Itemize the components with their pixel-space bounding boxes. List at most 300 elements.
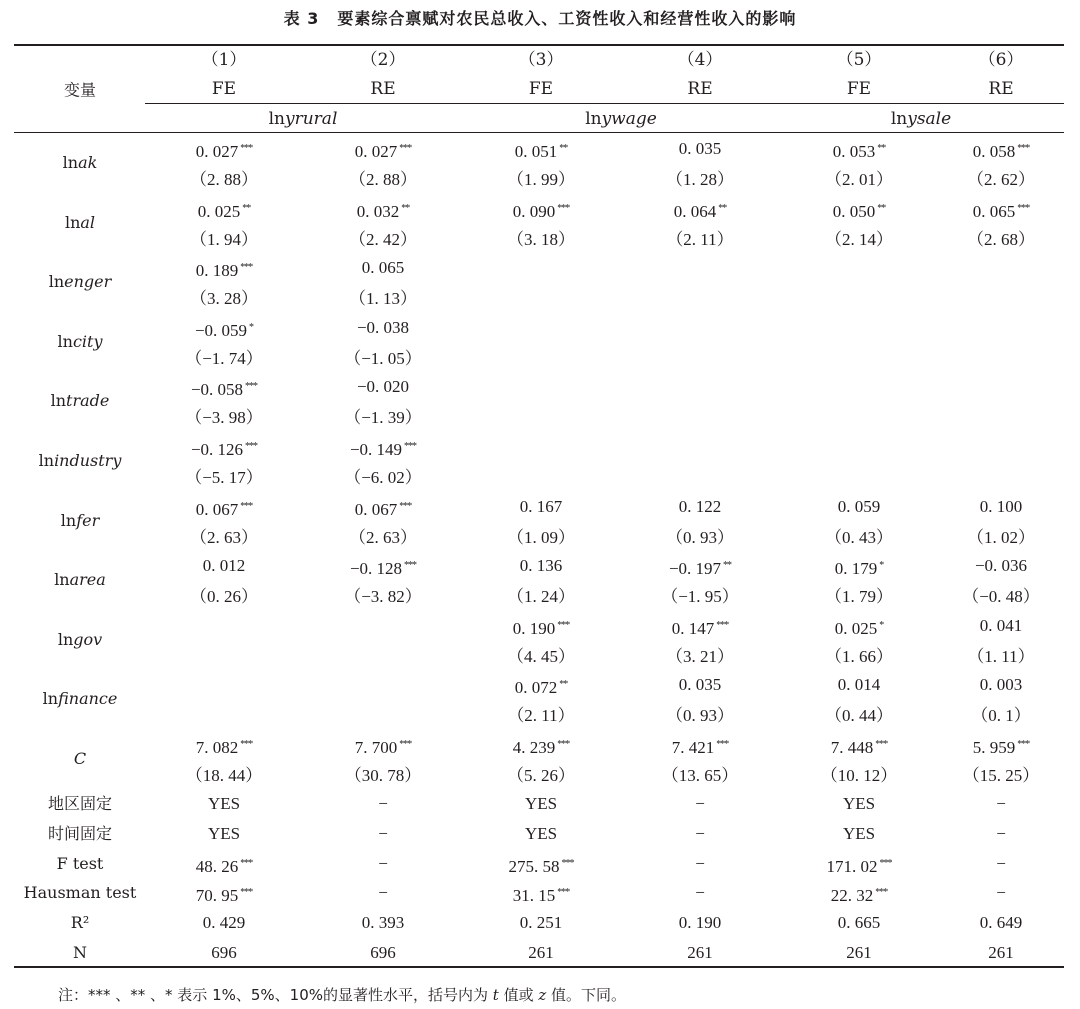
stat-cell-value: 0. 190: [678, 913, 722, 933]
coefficient-cell: [195, 318, 253, 341]
coefficient-cell: [196, 139, 253, 162]
coefficient-cell-value: 0. 065: [361, 258, 405, 278]
variable-label: [58, 630, 102, 650]
stat-cell: [846, 943, 872, 963]
significance-stars: ***: [875, 739, 888, 750]
significance-stars: ***: [404, 441, 417, 452]
stat-cell: [996, 854, 1006, 874]
t-statistic-cell: （1. 66）: [825, 646, 893, 666]
coefficient-cell-value: −0. 036: [974, 556, 1028, 576]
dependent-prefix: ln: [890, 109, 908, 129]
coefficient-cell: [191, 437, 257, 460]
stat-cell-value: YES: [842, 794, 876, 813]
stat-cell: [843, 824, 875, 844]
stat-cell-value: 261: [687, 943, 713, 962]
dependent-variable-ysale: [891, 109, 951, 129]
significance-stars: ***: [399, 143, 412, 154]
coefficient-cell-value: 0. 041: [979, 615, 1023, 635]
t-statistic-cell: （0. 43）: [825, 527, 893, 547]
significance-stars: ***: [557, 619, 570, 631]
significance-stars: ***: [404, 560, 417, 572]
significance-stars: ***: [240, 500, 253, 512]
variable-prefix: ln: [60, 510, 77, 530]
stat-cell: [843, 794, 875, 814]
coefficient-cell-value: 7. 421: [671, 738, 715, 757]
coefficient-cell-value: 0. 072: [514, 678, 558, 698]
variable-label: [61, 511, 99, 531]
significance-stars: ***: [399, 500, 412, 512]
significance-stars: **: [723, 560, 732, 572]
significance-stars: *: [249, 321, 254, 333]
coefficient-cell-value: 7. 448: [830, 738, 874, 757]
coefficient-cell-value: 0. 027: [354, 142, 398, 161]
stat-cell: [695, 824, 705, 844]
coefficient-cell: [203, 556, 246, 576]
significance-stars: **: [559, 679, 568, 691]
t-statistic-cell: （1. 79）: [825, 587, 893, 607]
variable-prefix: ln: [54, 570, 70, 590]
significance-stars: ***: [1017, 202, 1030, 214]
significance-stars: ***: [557, 739, 570, 750]
coefficient-cell-value: 0. 065: [972, 201, 1016, 221]
significance-stars: ***: [245, 441, 258, 452]
column-number-6: （6）: [978, 50, 1024, 70]
top-rule: [14, 44, 1064, 46]
t-statistic-cell: （1. 11）: [967, 646, 1035, 666]
stat-cell-value: −: [378, 823, 388, 843]
coefficient-cell-value: 0. 100: [979, 496, 1023, 516]
coefficient-cell: [355, 497, 412, 520]
t-statistic-cell: （0. 26）: [190, 587, 258, 607]
note-z-symbol: z: [538, 986, 547, 1004]
stat-cell: [695, 883, 705, 903]
variable-name: finance: [58, 689, 118, 709]
stat-cell: [996, 794, 1006, 814]
coefficient-cell-value: 0. 035: [678, 139, 722, 158]
significance-stars: ***: [716, 739, 729, 750]
coefficient-cell-value: 0. 012: [202, 556, 246, 576]
coefficient-cell: [513, 735, 570, 758]
stat-cell: [525, 824, 557, 844]
t-statistic-cell: （5. 26）: [507, 766, 575, 785]
t-statistic-cell: （2. 88）: [190, 170, 258, 189]
stat-cell-value: 261: [988, 943, 1014, 962]
variable-prefix: ln: [64, 212, 81, 232]
significance-stars: ***: [399, 739, 412, 750]
variable-name: gov: [73, 629, 103, 649]
stat-cell-value: YES: [207, 794, 241, 813]
significance-stars: ***: [240, 262, 253, 274]
model-type-6: RE: [988, 79, 1014, 99]
stat-cell: [528, 943, 554, 963]
stat-cell: [378, 794, 388, 814]
coefficient-cell: [674, 199, 727, 222]
note-t-symbol: t: [492, 986, 499, 1004]
coefficient-cell-value: −0. 149: [349, 440, 403, 459]
t-statistic-cell: （1. 28）: [666, 170, 734, 189]
coefficient-cell: [835, 616, 884, 639]
column-number-1: （1）: [201, 50, 247, 70]
t-statistic-cell: （−1. 74）: [185, 348, 263, 368]
significance-stars: ***: [561, 857, 574, 869]
significance-stars: *: [879, 560, 884, 572]
stat-cell: [208, 824, 240, 844]
variable-name: trade: [66, 391, 110, 411]
stat-cell-value: −: [378, 853, 388, 873]
coefficient-cell: [355, 139, 412, 162]
t-statistic-cell: （1. 99）: [507, 170, 575, 189]
significance-stars: ***: [557, 202, 570, 214]
coefficient-cell: [515, 139, 568, 162]
significance-stars: **: [401, 202, 410, 214]
variable-name: C: [73, 749, 87, 768]
t-statistic-cell: （2. 14）: [825, 229, 893, 249]
significance-stars: **: [718, 202, 727, 214]
coefficient-cell-value: 0. 035: [678, 675, 722, 695]
stat-cell-value: 0. 649: [979, 913, 1023, 933]
t-statistic-cell: （−5. 17）: [185, 468, 263, 487]
stat-cell-value: −: [378, 883, 388, 903]
variable-prefix: ln: [57, 331, 73, 351]
stat-cell-value: 261: [528, 943, 554, 962]
variable-label: [51, 391, 110, 411]
coefficient-cell-value: 4. 239: [512, 738, 556, 757]
coefficient-cell-value: −0. 197: [668, 559, 722, 579]
coefficient-cell-value: −0. 058: [190, 380, 244, 400]
coefficient-cell: [198, 199, 251, 222]
stat-cell-value: −: [695, 794, 705, 813]
variable-label: [74, 749, 86, 769]
t-statistic-cell: （2. 88）: [349, 170, 417, 189]
t-statistic-cell: （1. 24）: [507, 587, 575, 607]
coefficient-cell-value: 0. 067: [354, 499, 398, 519]
variable-name: ak: [78, 153, 98, 172]
coefficient-cell-value: 0. 053: [832, 142, 876, 161]
stat-cell-value: −: [996, 823, 1006, 843]
stat-cell-value: −: [695, 823, 705, 843]
stat-cell: [520, 913, 563, 933]
coefficient-cell: [191, 377, 257, 400]
stat-cell: [525, 794, 557, 814]
stat-cell-value: 0. 665: [837, 913, 881, 933]
t-statistic-cell: （18. 44）: [185, 766, 263, 785]
coefficient-cell-value: 0. 059: [837, 496, 881, 516]
variable-name: area: [69, 570, 106, 590]
note-prefix: 注：*** 、** 、* 表示 1%、5%、10%的显著性水平，括号内为: [58, 986, 493, 1004]
significance-stars: ***: [557, 887, 570, 899]
t-statistic-cell: （0. 93）: [666, 527, 734, 547]
variable-label: [39, 451, 122, 471]
coefficient-cell: [196, 497, 253, 520]
significance-stars: ***: [240, 739, 253, 750]
stat-cell-value: YES: [524, 823, 558, 843]
stat-cell: [378, 883, 388, 903]
coefficient-cell: [357, 318, 409, 338]
stat-cell-value: −: [378, 794, 388, 813]
stat-cell: [509, 854, 574, 877]
coefficient-cell: [515, 675, 568, 698]
coefficient-cell-value: −0. 020: [356, 377, 410, 397]
significance-stars: ***: [245, 381, 258, 393]
coefficient-cell: [672, 735, 729, 758]
stat-cell-value: 696: [211, 943, 237, 962]
variable-name: city: [72, 331, 103, 351]
t-statistic-cell: （3. 28）: [190, 289, 258, 309]
significance-stars: ***: [240, 857, 253, 869]
table-caption: [0, 6, 1080, 29]
coefficient-cell-value: 0. 190: [512, 618, 556, 638]
stat-cell-value: 0. 393: [361, 913, 405, 933]
header-rule: [14, 132, 1064, 133]
t-statistic-cell: （13. 65）: [661, 766, 739, 785]
coefficient-cell: [973, 199, 1030, 222]
variable-prefix: ln: [57, 629, 74, 649]
coefficient-cell: [679, 675, 722, 695]
t-statistic-cell: （2. 68）: [967, 229, 1035, 249]
variable-label: [43, 689, 118, 709]
coefficient-cell-value: 0. 051: [514, 142, 558, 161]
coefficient-cell-value: 5. 959: [972, 738, 1016, 757]
stat-cell: [996, 883, 1006, 903]
significance-stars: **: [877, 202, 886, 214]
t-statistic-cell: （2. 42）: [349, 229, 417, 249]
variable-label: [65, 213, 95, 233]
stat-cell: [687, 943, 713, 963]
stat-cell: [996, 824, 1006, 844]
t-statistic-cell: （−3. 98）: [185, 408, 263, 428]
coefficient-cell-value: 0. 067: [195, 499, 239, 519]
stat-cell-value: YES: [842, 823, 876, 843]
stat-cell: [196, 854, 253, 877]
dependent-name: ysale: [907, 109, 952, 129]
stat-cell-value: YES: [207, 823, 241, 843]
coefficient-cell-value: −0. 128: [349, 559, 403, 579]
t-statistic-cell: （1. 02）: [967, 527, 1035, 547]
stat-label: 地区固定: [47, 794, 113, 813]
coefficient-cell-value: 0. 025: [197, 201, 241, 221]
stat-cell: [695, 794, 705, 814]
coefficient-cell: [355, 735, 412, 758]
coefficient-cell: [357, 377, 409, 397]
variable-name: industry: [54, 451, 122, 470]
coefficient-cell-value: −0. 126: [190, 440, 244, 459]
t-statistic-cell: （2. 11）: [507, 706, 575, 726]
dependent-name: ywage: [601, 109, 657, 129]
significance-stars: **: [877, 143, 886, 154]
stat-cell-value: 48. 26: [195, 856, 239, 876]
stat-cell-value: 696: [370, 943, 396, 962]
variable-name: enger: [64, 272, 112, 292]
coefficient-cell-value: 0. 179: [834, 559, 878, 579]
t-statistic-cell: （2. 01）: [825, 170, 893, 189]
t-statistic-cell: （−1. 39）: [344, 408, 422, 428]
coefficient-cell-value: 7. 082: [195, 738, 239, 757]
row-label-header: 变量: [63, 80, 97, 100]
stat-cell: [370, 943, 396, 963]
t-statistic-cell: （2. 62）: [967, 170, 1035, 189]
coefficient-cell: [520, 497, 563, 517]
stat-cell-value: 0. 429: [202, 913, 246, 933]
model-rule: [145, 103, 1064, 104]
significance-stars: ***: [879, 857, 892, 869]
stat-label: N: [73, 943, 87, 962]
stat-cell-value: 22. 32: [830, 886, 874, 906]
dependent-variable-ywage: [585, 109, 657, 129]
coefficient-cell-value: 0. 050: [832, 201, 876, 221]
coefficient-cell-value: −0. 059: [194, 320, 248, 340]
stat-label: Hausman test: [23, 883, 137, 903]
coefficient-cell-value: 0. 058: [972, 142, 1016, 161]
stat-cell-value: −: [695, 853, 705, 873]
t-statistic-cell: （0. 44）: [825, 706, 893, 726]
dependent-prefix: ln: [268, 109, 285, 129]
stat-cell: [211, 943, 237, 963]
coefficient-cell-value: 0. 014: [837, 675, 881, 695]
stat-cell: [679, 913, 722, 933]
coefficient-cell: [362, 258, 405, 278]
coefficient-cell-value: 0. 064: [673, 201, 717, 221]
stat-cell-value: 171. 02: [826, 856, 878, 876]
coefficient-cell-value: 0. 027: [195, 142, 239, 161]
significance-stars: **: [559, 143, 568, 154]
coefficient-cell: [973, 139, 1030, 162]
t-statistic-cell: （−1. 95）: [661, 587, 739, 607]
coefficient-cell: [980, 616, 1023, 636]
stat-cell-value: YES: [524, 794, 558, 813]
coefficient-cell: [838, 675, 881, 695]
variable-name: fer: [76, 510, 100, 530]
coefficient-cell: [357, 199, 410, 222]
stat-cell: [513, 883, 570, 906]
variable-label: [49, 272, 112, 292]
significance-stars: *: [879, 619, 884, 631]
stat-cell-value: 275. 58: [508, 856, 560, 876]
stat-cell: [208, 794, 240, 814]
coefficient-cell: [838, 497, 881, 517]
column-number-4: （4）: [677, 50, 723, 70]
stat-cell: [378, 824, 388, 844]
stat-cell: [362, 913, 405, 933]
coefficient-cell-value: 0. 003: [979, 675, 1023, 695]
variable-prefix: ln: [50, 391, 67, 411]
stat-cell-value: −: [996, 794, 1006, 813]
t-statistic-cell: （−3. 82）: [344, 587, 422, 607]
coefficient-cell: [831, 735, 888, 758]
coefficient-cell: [973, 735, 1030, 758]
coefficient-cell-value: 0. 090: [512, 201, 556, 221]
dependent-name: yrural: [285, 109, 338, 129]
coefficient-cell: [679, 139, 722, 159]
variable-prefix: ln: [48, 272, 65, 292]
model-type-5: FE: [846, 79, 872, 99]
coefficient-cell-value: 0. 122: [678, 496, 722, 516]
t-statistic-cell: （30. 78）: [344, 766, 422, 785]
stat-cell: [827, 854, 892, 877]
coefficient-cell-value: 0. 147: [671, 618, 715, 638]
significance-stars: ***: [716, 619, 729, 631]
t-statistic-cell: （0. 93）: [666, 706, 734, 726]
t-statistic-cell: （−6. 02）: [344, 468, 422, 487]
coefficient-cell-value: 0. 136: [519, 556, 563, 576]
t-statistic-cell: （3. 18）: [507, 229, 575, 249]
t-statistic-cell: （2. 63）: [190, 527, 258, 547]
t-statistic-cell: （2. 63）: [349, 527, 417, 547]
note-suffix: 值。下同。: [546, 986, 627, 1004]
variable-label: [58, 332, 103, 352]
coefficient-cell: [669, 556, 731, 579]
stat-cell: [378, 854, 388, 874]
variable-prefix: ln: [62, 153, 79, 172]
model-type-1: FE: [211, 79, 237, 99]
coefficient-cell: [350, 437, 416, 460]
significance-stars: ***: [1017, 143, 1030, 154]
stat-label: 时间固定: [47, 823, 113, 843]
bottom-rule: [14, 966, 1064, 968]
coefficient-cell-value: 0. 032: [356, 201, 400, 221]
coefficient-cell: [350, 556, 416, 579]
t-statistic-cell: （1. 09）: [507, 527, 575, 547]
table-title: 要素综合禀赋对农民总收入、工资性收入和经营性收入的影响: [337, 9, 797, 28]
stat-cell: [695, 854, 705, 874]
table-number: 表 3: [283, 9, 320, 28]
coefficient-cell-value: 0. 025: [834, 618, 878, 638]
significance-stars: **: [242, 202, 251, 214]
stat-label: R²: [70, 913, 90, 933]
significance-stars: ***: [240, 887, 253, 899]
coefficient-cell: [672, 616, 729, 639]
stat-label: F test: [56, 853, 104, 873]
coefficient-cell: [833, 199, 886, 222]
note-middle: 值或: [498, 986, 539, 1004]
stat-cell: [980, 913, 1023, 933]
column-number-3: （3）: [518, 50, 564, 70]
coefficient-cell-value: −0. 038: [356, 317, 410, 337]
stat-cell-value: 261: [846, 943, 872, 962]
variable-label: [54, 570, 106, 590]
t-statistic-cell: （−1. 05）: [344, 348, 422, 368]
coefficient-cell: [835, 556, 884, 579]
coefficient-cell: [196, 735, 253, 758]
coefficient-cell: [679, 497, 722, 517]
significance-stars: ***: [1017, 739, 1030, 750]
stat-cell: [203, 913, 246, 933]
t-statistic-cell: （10. 12）: [820, 766, 898, 785]
t-statistic-cell: （3. 21）: [666, 646, 734, 666]
column-number-5: （5）: [836, 50, 882, 70]
significance-stars: ***: [240, 143, 253, 154]
dependent-prefix: ln: [585, 109, 602, 129]
coefficient-cell-value: 7. 700: [354, 738, 398, 757]
variable-prefix: ln: [38, 451, 55, 470]
variable-name: al: [80, 212, 96, 232]
stat-cell-value: 31. 15: [512, 886, 556, 906]
coefficient-cell: [520, 556, 563, 576]
stat-cell-value: 0. 251: [519, 913, 563, 933]
model-type-4: RE: [687, 79, 713, 99]
t-statistic-cell: （1. 94）: [190, 229, 258, 249]
coefficient-cell: [833, 139, 886, 162]
t-statistic-cell: （2. 11）: [666, 229, 734, 249]
stat-cell-value: −: [996, 853, 1006, 873]
t-statistic-cell: （4. 45）: [507, 646, 575, 666]
stat-cell-value: −: [996, 883, 1006, 903]
stat-cell: [196, 883, 253, 906]
coefficient-cell: [980, 675, 1023, 695]
model-type-3: FE: [528, 79, 554, 99]
t-statistic-cell: （1. 13）: [349, 289, 417, 309]
stat-cell: [831, 883, 888, 906]
significance-stars: ***: [875, 887, 888, 899]
